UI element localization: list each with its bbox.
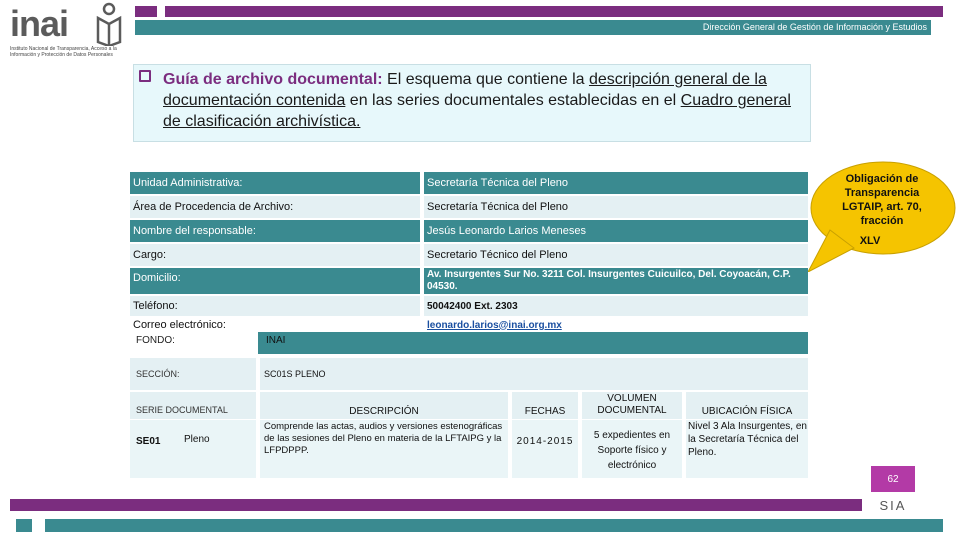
- page-number: 62: [871, 466, 915, 492]
- guide-term: Guía de archivo documental:: [163, 71, 383, 88]
- col-ubicacion: UBICACIÓN FÍSICA: [701, 406, 793, 417]
- header-title: Dirección General de Gestión de Información y Estudios: [702, 22, 927, 32]
- callout-fraction: XLV: [859, 235, 881, 247]
- info-label: Domicilio:: [130, 268, 420, 294]
- guide-text-underlined: Cuadro general de clasificación archivística.: [163, 92, 791, 130]
- guide-text-underlined: descripción general de la documentación contenida: [163, 71, 767, 109]
- info-row-correo: [130, 318, 808, 332]
- info-label: Unidad Administrativa:: [130, 172, 420, 194]
- footer-bar-teal: [45, 519, 943, 532]
- serie-divider: [508, 420, 512, 478]
- book-person-icon: [94, 2, 124, 46]
- checkbox-bullet-icon: [139, 70, 151, 82]
- serie-volumen: 5 expedientes en Soporte físico y electrónico: [593, 430, 671, 471]
- info-value: Jesús Leonardo Larios Meneses: [424, 220, 808, 242]
- header-bar-purple: [165, 6, 943, 17]
- info-row-area: [130, 196, 808, 218]
- info-value: Secretaría Técnica del Pleno: [424, 196, 808, 218]
- logo-subtitle: Instituto Nacional de Transparencia, Acceso a la Información y Protección de Datos Personales: [10, 46, 117, 58]
- footer-bar-purple: [10, 499, 862, 511]
- guide-text-part: El esquema que contiene la: [382, 71, 589, 88]
- email-link[interactable]: leonardo.larios@inai.org.mx: [424, 318, 808, 332]
- header-bar-small: [135, 6, 157, 17]
- info-value: 50042400 Ext. 2303: [424, 296, 808, 316]
- seccion-label: SECCIÓN:: [136, 369, 180, 379]
- callout-text: Obligación de Transparencia LGTAIP, art. 70, fracción: [842, 173, 922, 227]
- info-row-cargo: [130, 244, 808, 266]
- col-descripcion: DESCRIPCIÓN: [349, 406, 419, 417]
- serie-descripcion: Comprende las actas, audios y versiones estenográficas de las sesiones del Pleno en materia de la LFTAIPG y la LFPDPPP.: [264, 421, 503, 456]
- seccion-value: SC01S PLENO: [264, 369, 326, 379]
- info-value: Av. Insurgentes Sur No. 3211 Col. Insurgentes Cuicuilco, Del. Coyoacán, C.P. 04530.: [424, 268, 808, 294]
- serie-code: SE01: [136, 436, 161, 447]
- serie-divider: [256, 420, 260, 478]
- info-label: Área de Procedencia de Archivo:: [130, 196, 420, 218]
- info-row-responsable: [130, 220, 808, 242]
- seccion-divider: [256, 358, 260, 390]
- guide-text-part: en las series documentales establecidas en el: [345, 92, 681, 109]
- info-label: Nombre del responsable:: [130, 220, 420, 242]
- info-value: Secretario Técnico del Pleno: [424, 244, 808, 266]
- info-value: Secretaría Técnica del Pleno: [424, 172, 808, 194]
- logo-wordmark: inai: [10, 3, 69, 44]
- col-fechas: FECHAS: [524, 406, 566, 417]
- guide-text: [163, 69, 803, 132]
- info-label: Teléfono:: [130, 296, 420, 316]
- fondo-value: INAI: [266, 335, 286, 346]
- info-label: Cargo:: [130, 244, 420, 266]
- col-volumen: VOLUMEN DOCUMENTAL: [597, 393, 667, 416]
- seccion-row: [130, 358, 808, 390]
- info-label: Correo electrónico:: [130, 318, 420, 332]
- footer-brand: SIA: [879, 498, 907, 513]
- serie-divider: [682, 420, 686, 478]
- info-row-telefono: [130, 296, 808, 316]
- footer-bar-small: [16, 519, 32, 532]
- serie-fechas: 2014-2015: [516, 436, 574, 447]
- fondo-label: FONDO:: [136, 335, 175, 346]
- serie-name: Pleno: [184, 434, 210, 445]
- serie-divider: [578, 420, 582, 478]
- info-row-domicilio: [130, 268, 808, 294]
- serie-label: SERIE DOCUMENTAL: [136, 405, 228, 415]
- serie-ubicacion: Nivel 3 Ala Insurgentes, en la Secretaría Técnica del Pleno.: [688, 421, 807, 458]
- info-row-unidad: [130, 172, 808, 194]
